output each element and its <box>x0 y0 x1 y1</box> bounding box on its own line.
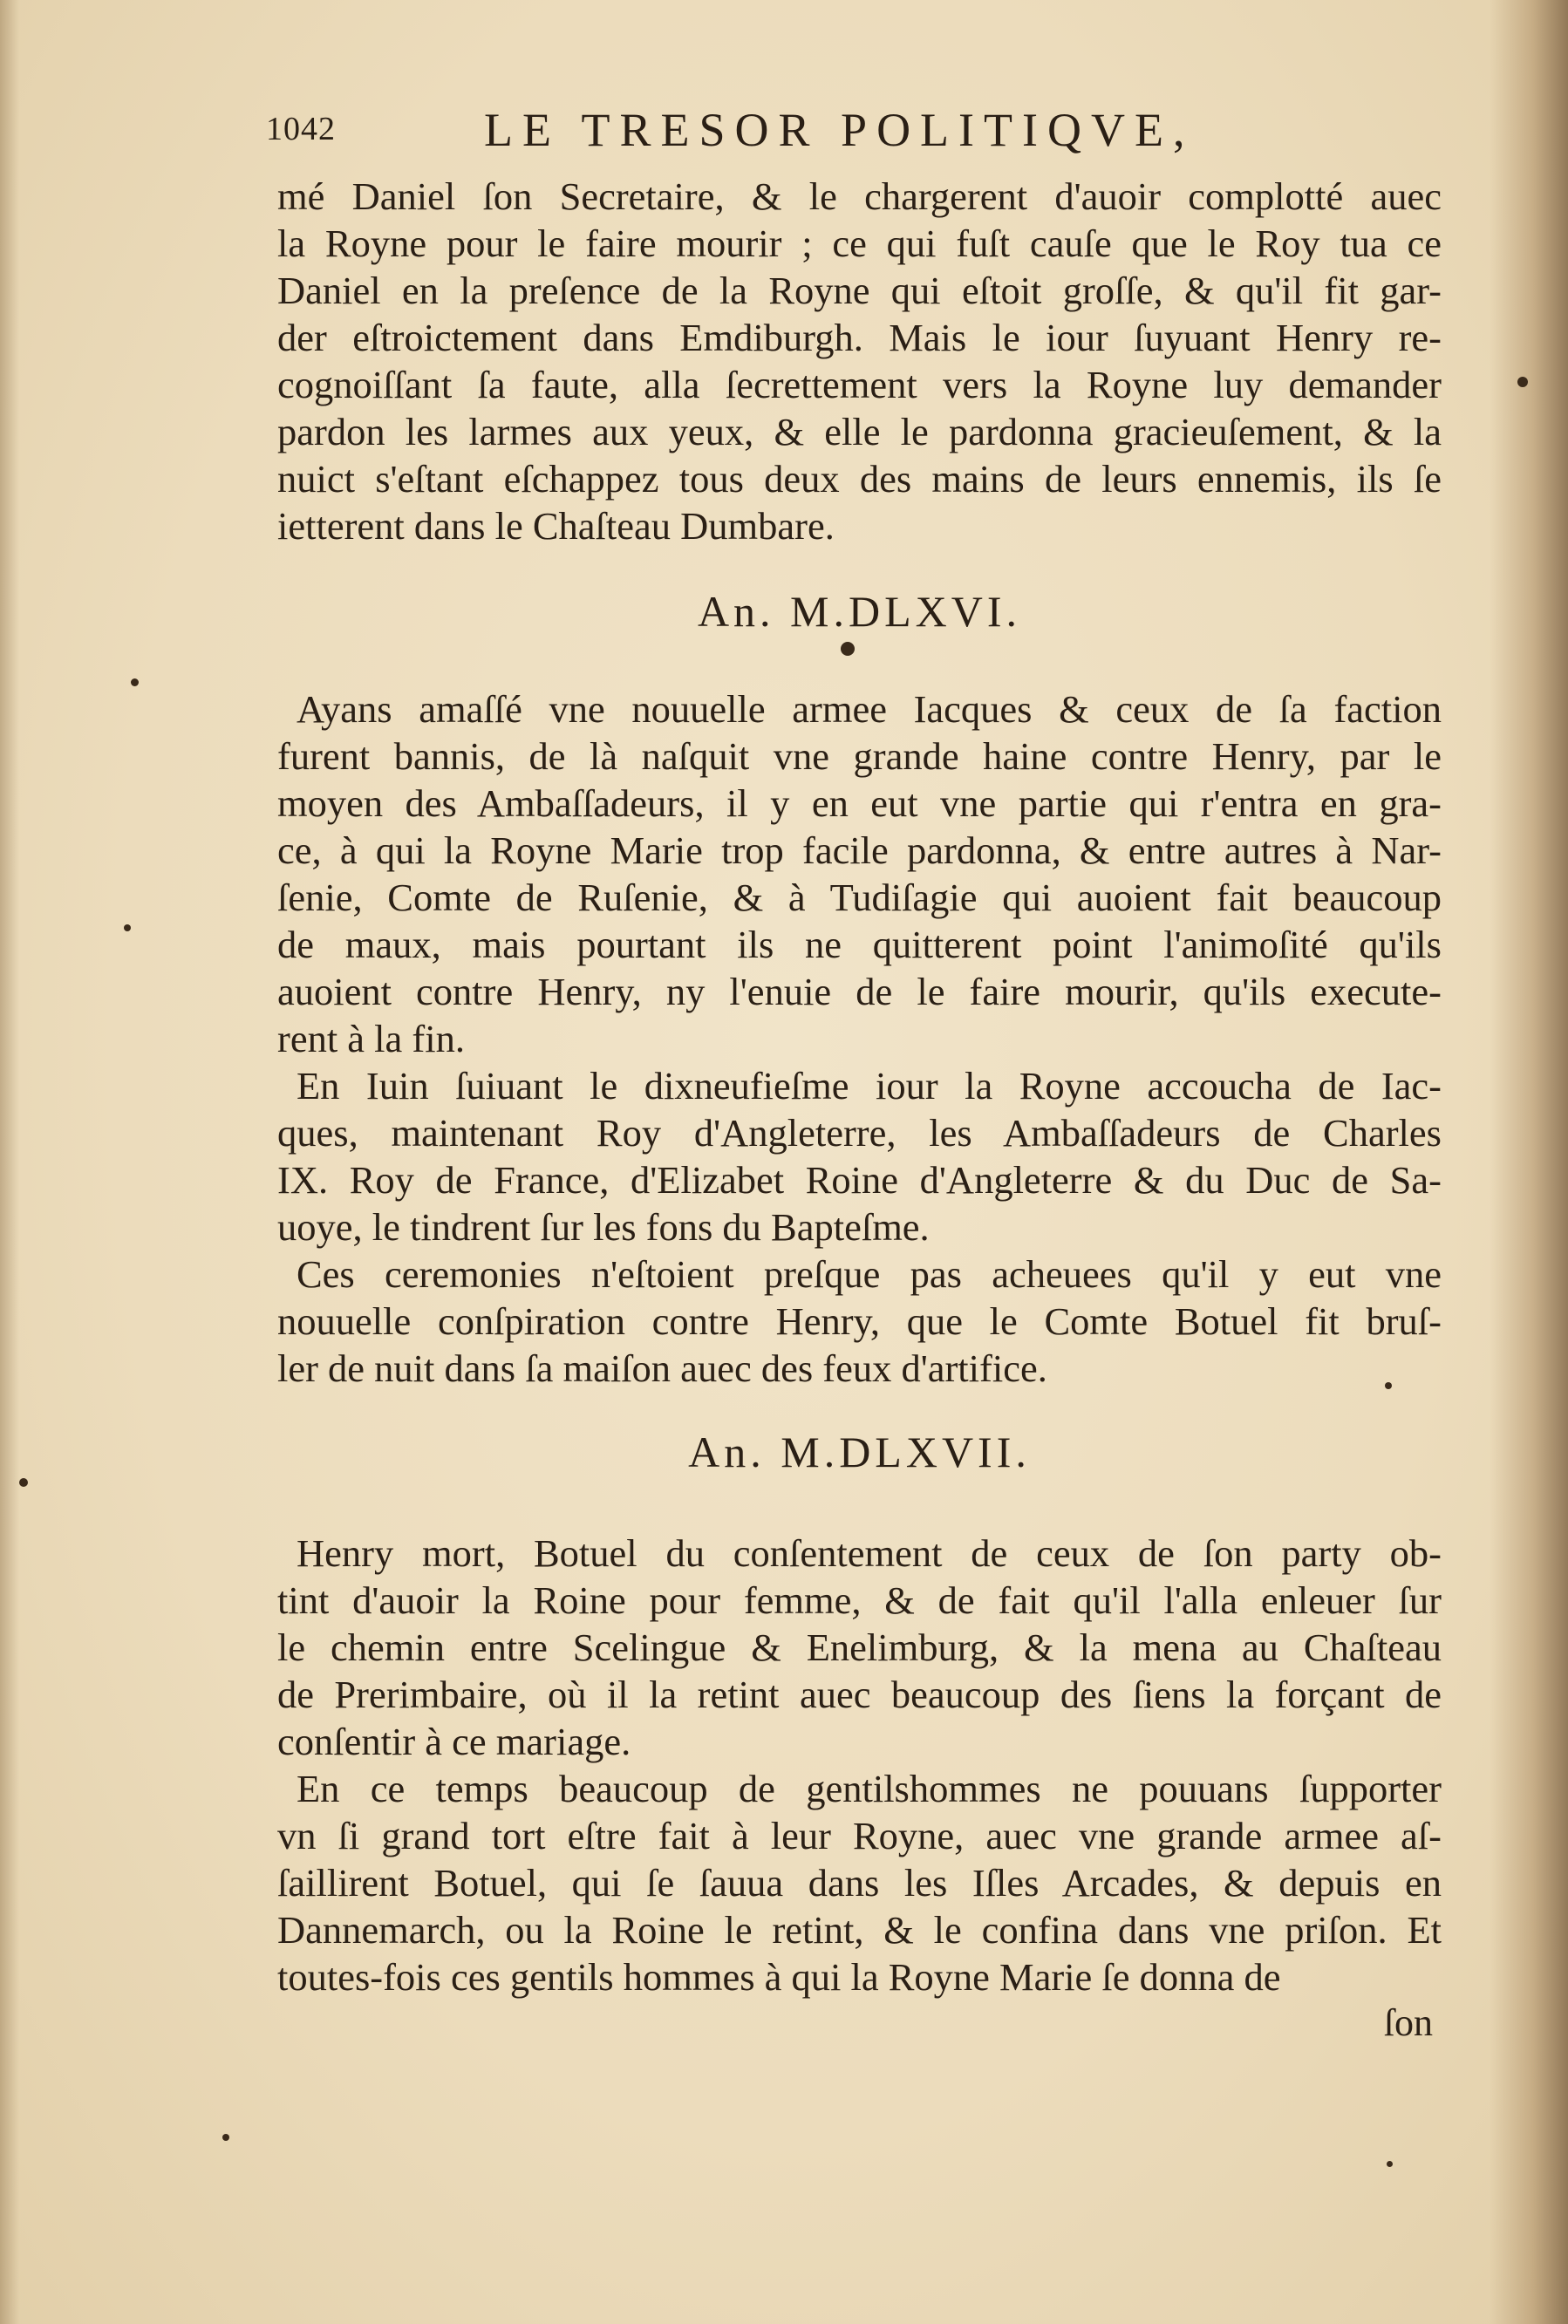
paragraph <box>277 1062 1442 1251</box>
text-line: auoient contre Henry, ny l'enuie de le faire mourir, qu'ils execute- <box>277 970 1442 1013</box>
paragraph-continuation <box>277 173 1442 549</box>
text-line: tint d'auoir la Roine pour femme, & de fait qu'il l'alla enleuer ſur <box>277 1578 1442 1622</box>
text-line: pardon les larmes aux yeux, & elle le pardonna gracieuſement, & la <box>277 410 1442 453</box>
paragraph <box>277 1765 1442 2000</box>
ink-speck <box>1517 377 1528 387</box>
text-line: toutes-fois ces gentils hommes à qui la Royne Marie ſe donna de <box>277 1955 1281 1999</box>
text-line: ietterent dans le Chaſteau Dumbare. <box>277 504 835 548</box>
year-heading-1567: An. M.DLXVII. <box>688 1428 1031 1476</box>
text-block <box>277 173 1442 2045</box>
text-line: Daniel en la preſence de la Royne qui eſtoit groſſe, & qu'il fit gar- <box>277 269 1442 312</box>
ink-speck <box>1385 1382 1392 1389</box>
catchword: ſon <box>1383 2001 1433 2044</box>
text-line: ler de nuit dans ſa maiſon auec des feux d'artifice. <box>277 1346 1047 1390</box>
section-1566 <box>277 685 1442 1392</box>
text-line: cognoiſſant ſa faute, alla ſecrettement vers la Royne luy demander <box>277 363 1442 406</box>
text-line: le chemin entre Scelingue & Enelimburg, & la mena au Chaſteau <box>277 1625 1442 1669</box>
ink-speck <box>222 2134 229 2141</box>
text-line: Ayans amaſſé vne nouuelle armee Iacques & ceux de ſa faction <box>297 687 1442 731</box>
text-line: de Prerimbaire, où il la retint auec beaucoup des ſiens la forçant de <box>277 1673 1442 1716</box>
text-line: moyen des Ambaſſadeurs, il y en eut vne partie qui r'entra en gra- <box>277 781 1442 825</box>
text-line: En Iuin ſuiuant le dixneufieſme iour la Royne accoucha de Iac- <box>297 1064 1442 1107</box>
section-1567 <box>277 1530 1442 2000</box>
ink-speck <box>131 678 139 686</box>
text-line: Henry mort, Botuel du conſentement de ceux de ſon party ob- <box>297 1531 1442 1575</box>
text-line: Ces ceremonies n'eſtoient preſque pas acheuees qu'il y eut vne <box>297 1252 1442 1296</box>
text-line: Dannemarch, ou la Roine le retint, & le confina dans vne priſon. Et <box>277 1908 1442 1952</box>
ink-speck <box>1387 2161 1393 2167</box>
text-line: ſenie, Comte de Ruſenie, & à Tudiſagie qui auoient fait beaucoup <box>277 876 1442 919</box>
paragraph <box>277 685 1442 1062</box>
text-line: nuict s'eſtant eſchappez tous deux des mains de leurs ennemis, ils ſe <box>277 457 1442 501</box>
text-line: nouuelle conſpiration contre Henry, que le Comte Botuel fit bruſ- <box>277 1299 1442 1343</box>
text-line: conſentir à ce mariage. <box>277 1720 631 1763</box>
text-line: ſaillirent Botuel, qui ſe ſauua dans les Iſles Arcades, & depuis en <box>277 1861 1442 1905</box>
year-heading-1566: An. M.DLXVI. <box>697 587 1022 636</box>
text-line: ce, à qui la Royne Marie trop facile pardonna, & entre autres à Nar- <box>277 828 1442 872</box>
text-line: ques, maintenant Roy d'Angleterre, les Ambaſſadeurs de Charles <box>277 1111 1442 1155</box>
running-title: LE TRESOR POLITIQVE, <box>484 104 1195 156</box>
text-line: mé Daniel ſon Secretaire, & le chargerent d'auoir complotté auec <box>277 174 1442 218</box>
text-line: de maux, mais pourtant ils ne quitterent point l'animoſité qu'ils <box>277 923 1442 966</box>
text-line: uoye, le tindrent ſur les fons du Bapteſme. <box>277 1205 930 1249</box>
paragraph <box>277 1251 1442 1392</box>
text-line: vn ſi grand tort eſtre fait à leur Royne, auec vne grande armee aſ- <box>277 1814 1442 1857</box>
page-header <box>266 103 1350 155</box>
page-edge-shadow <box>1490 0 1568 2324</box>
gutter-shadow <box>0 0 19 2324</box>
ink-speck <box>841 642 855 656</box>
ink-speck <box>124 924 131 931</box>
paragraph <box>277 1530 1442 1765</box>
text-line: la Royne pour le faire mourir ; ce qui fuſt cauſe que le Roy tua ce <box>277 221 1442 265</box>
text-line: rent à la fin. <box>277 1017 465 1060</box>
page-number: 1042 <box>266 111 336 147</box>
text-line: furent bannis, de là naſquit vne grande haine contre Henry, par le <box>277 734 1442 778</box>
text-line: IX. Roy de France, d'Elizabet Roine d'Angleterre & du Duc de Sa- <box>277 1158 1442 1202</box>
ink-speck <box>19 1478 28 1487</box>
text-line: En ce temps beaucoup de gentilshommes ne pouuans ſupporter <box>297 1767 1442 1810</box>
text-line: der eſtroictement dans Emdiburgh. Mais le iour ſuyuant Henry re- <box>277 316 1442 359</box>
